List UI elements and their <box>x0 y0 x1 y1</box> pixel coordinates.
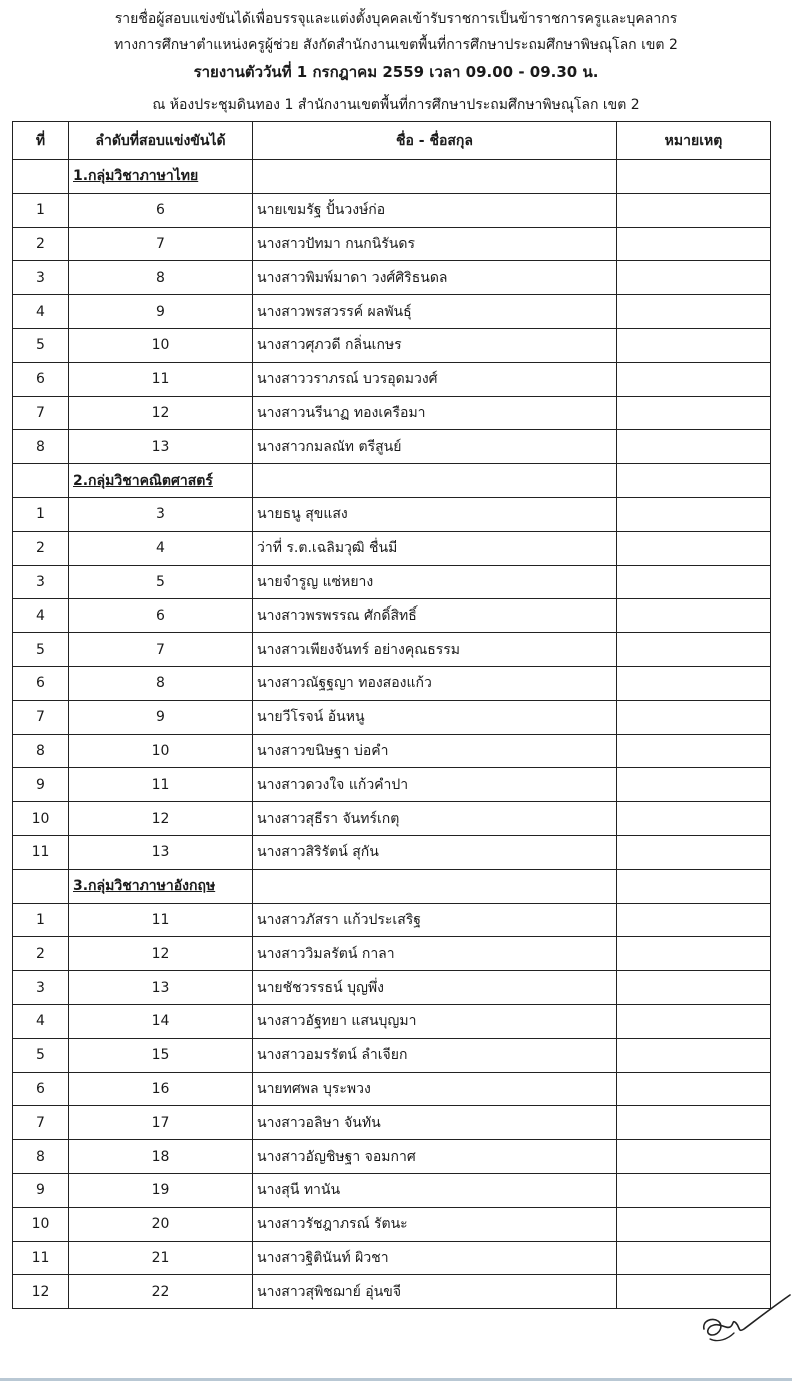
remark-cell <box>617 937 771 971</box>
row-number: 1 <box>13 903 69 937</box>
exam-rank: 20 <box>69 1207 253 1241</box>
table-row <box>13 396 771 430</box>
full-name: นางสุนี ทานัน <box>253 1173 617 1207</box>
exam-rank: 8 <box>69 666 253 700</box>
exam-rank: 9 <box>69 295 253 329</box>
full-name: นางสาวดวงใจ แก้วคำปา <box>253 768 617 802</box>
exam-rank: 19 <box>69 1173 253 1207</box>
row-number: 9 <box>13 1173 69 1207</box>
full-name: นางสาวพรสวรรค์ ผลพันธุ์ <box>253 295 617 329</box>
group-cell-empty <box>617 160 771 194</box>
full-name: นางสาวศุภวดี กลิ่นเกษร <box>253 328 617 362</box>
table-row <box>13 565 771 599</box>
full-name: นายเขมรัฐ ปั้นวงษ์ก่อ <box>253 193 617 227</box>
row-number: 1 <box>13 193 69 227</box>
remark-cell <box>617 768 771 802</box>
full-name: นางสาวฐิตินันท์ ผิวชา <box>253 1241 617 1275</box>
header-title-line-2: ทางการศึกษาตำแหน่งครูผู้ช่วย สังกัดสำนักงานเขตพื้นที่การศึกษาประถมศึกษาพิษณุโลก เขต 2 <box>114 37 678 53</box>
full-name: ว่าที่ ร.ต.เฉลิมวุฒิ ชื่นมี <box>253 531 617 565</box>
exam-rank: 11 <box>69 362 253 396</box>
row-number: 4 <box>13 295 69 329</box>
exam-rank: 12 <box>69 802 253 836</box>
group-row <box>13 160 771 194</box>
table-row <box>13 768 771 802</box>
full-name: นายวีโรจน์ อ้นหนู <box>253 700 617 734</box>
row-number: 11 <box>13 835 69 869</box>
row-number: 6 <box>13 1072 69 1106</box>
remark-cell <box>617 835 771 869</box>
full-name: นางสาวอลิษา จันทัน <box>253 1106 617 1140</box>
column-header-name: ชื่อ - ชื่อสกุล <box>253 122 617 160</box>
remark-cell <box>617 531 771 565</box>
row-number: 7 <box>13 396 69 430</box>
row-number: 3 <box>13 261 69 295</box>
full-name: นางสาวภัสรา แก้วประเสริฐ <box>253 903 617 937</box>
table-row <box>13 734 771 768</box>
row-number: 8 <box>13 430 69 464</box>
row-number: 5 <box>13 1038 69 1072</box>
row-number: 12 <box>13 1275 69 1309</box>
group-label: 1.กลุ่มวิชาภาษาไทย <box>69 160 253 194</box>
table-row <box>13 1038 771 1072</box>
group-cell-empty <box>13 160 69 194</box>
table-row <box>13 430 771 464</box>
exam-rank: 8 <box>69 261 253 295</box>
full-name: นางสาวอัฐทยา แสนบุญมา <box>253 1004 617 1038</box>
table-row <box>13 903 771 937</box>
header-report-date: รายงานตัววันที่ 1 กรกฎาคม 2559 เวลา 09.00 - 09.30 น. <box>193 63 599 81</box>
exam-rank: 13 <box>69 835 253 869</box>
remark-cell <box>617 1140 771 1174</box>
table-row <box>13 1173 771 1207</box>
exam-rank: 4 <box>69 531 253 565</box>
row-number: 4 <box>13 1004 69 1038</box>
table-row <box>13 295 771 329</box>
full-name: นางสาวสิริรัตน์ สุกัน <box>253 835 617 869</box>
table-row <box>13 531 771 565</box>
full-name: นางสาวสุธีรา จันทร์เกตุ <box>253 802 617 836</box>
full-name: นางสาวพรพรรณ ศักดิ์สิทธิ์ <box>253 599 617 633</box>
table-header-row <box>13 122 771 160</box>
full-name: นายจำรูญ แซ่หยาง <box>253 565 617 599</box>
remark-cell <box>617 430 771 464</box>
exam-rank: 18 <box>69 1140 253 1174</box>
row-number: 7 <box>13 1106 69 1140</box>
table-row <box>13 261 771 295</box>
row-number: 9 <box>13 768 69 802</box>
row-number: 8 <box>13 734 69 768</box>
full-name: นางสาวรัชฎาภรณ์ รัตนะ <box>253 1207 617 1241</box>
full-name: นางสาวเพียงจันทร์ อย่างคุณธรรม <box>253 633 617 667</box>
remark-cell <box>617 565 771 599</box>
remark-cell <box>617 903 771 937</box>
row-number: 2 <box>13 531 69 565</box>
table-row <box>13 599 771 633</box>
exam-rank: 17 <box>69 1106 253 1140</box>
full-name: นางสาวอัญชิษฐา จอมกาศ <box>253 1140 617 1174</box>
row-number: 8 <box>13 1140 69 1174</box>
table-row <box>13 666 771 700</box>
remark-cell <box>617 396 771 430</box>
row-number: 2 <box>13 227 69 261</box>
remark-cell <box>617 1004 771 1038</box>
exam-rank: 11 <box>69 903 253 937</box>
table-row <box>13 1207 771 1241</box>
exam-rank: 10 <box>69 328 253 362</box>
remark-cell <box>617 1106 771 1140</box>
row-number: 4 <box>13 599 69 633</box>
table-row <box>13 937 771 971</box>
full-name: นายธนู สุขแสง <box>253 497 617 531</box>
group-label: 3.กลุ่มวิชาภาษาอังกฤษ <box>69 869 253 903</box>
remark-cell <box>617 734 771 768</box>
group-label: 2.กลุ่มวิชาคณิตศาสตร์ <box>69 464 253 498</box>
roster-body <box>13 160 771 1309</box>
exam-rank: 9 <box>69 700 253 734</box>
remark-cell <box>617 497 771 531</box>
row-number: 6 <box>13 362 69 396</box>
exam-rank: 13 <box>69 971 253 1005</box>
remark-cell <box>617 1038 771 1072</box>
row-number: 3 <box>13 971 69 1005</box>
group-cell-empty <box>253 869 617 903</box>
remark-cell <box>617 633 771 667</box>
table-row <box>13 193 771 227</box>
exam-rank: 22 <box>69 1275 253 1309</box>
group-row <box>13 869 771 903</box>
exam-rank: 21 <box>69 1241 253 1275</box>
full-name: นางสาววราภรณ์ บวรอุดมวงศ์ <box>253 362 617 396</box>
row-number: 10 <box>13 1207 69 1241</box>
table-row <box>13 1072 771 1106</box>
row-number: 2 <box>13 937 69 971</box>
group-cell-empty <box>13 869 69 903</box>
group-cell-empty <box>253 464 617 498</box>
full-name: นางสาวณัฐฐญา ทองสองแก้ว <box>253 666 617 700</box>
table-row <box>13 1106 771 1140</box>
header-title-line-1: รายชื่อผู้สอบแข่งขันได้เพื่อบรรจุและแต่งตั้งบุคคลเข้ารับราชการเป็นข้าราชการครูและบุคลากร <box>114 11 678 27</box>
table-row <box>13 328 771 362</box>
full-name: นางสาวพิมพ์มาดา วงศ์ศิริธนดล <box>253 261 617 295</box>
exam-rank: 6 <box>69 599 253 633</box>
remark-cell <box>617 193 771 227</box>
column-header-remark: หมายเหตุ <box>617 122 771 160</box>
row-number: 1 <box>13 497 69 531</box>
remark-cell <box>617 971 771 1005</box>
remark-cell <box>617 666 771 700</box>
remark-cell <box>617 328 771 362</box>
row-number: 5 <box>13 328 69 362</box>
row-number: 10 <box>13 802 69 836</box>
table-row <box>13 835 771 869</box>
full-name: นายชัชวรรธน์ บุญพึ่ง <box>253 971 617 1005</box>
exam-rank: 14 <box>69 1004 253 1038</box>
exam-rank: 6 <box>69 193 253 227</box>
column-header-rank: ลำดับที่สอบแข่งขันได้ <box>69 122 253 160</box>
table-row <box>13 1140 771 1174</box>
full-name: นางสาววิมลรัตน์ กาลา <box>253 937 617 971</box>
remark-cell <box>617 261 771 295</box>
remark-cell <box>617 1173 771 1207</box>
remark-cell <box>617 1207 771 1241</box>
row-number: 6 <box>13 666 69 700</box>
table-row <box>13 362 771 396</box>
row-number: 3 <box>13 565 69 599</box>
group-cell-empty <box>13 464 69 498</box>
remark-cell <box>617 362 771 396</box>
exam-rank: 13 <box>69 430 253 464</box>
exam-rank: 7 <box>69 633 253 667</box>
row-number: 11 <box>13 1241 69 1275</box>
exam-rank: 12 <box>69 396 253 430</box>
row-number: 5 <box>13 633 69 667</box>
row-number: 7 <box>13 700 69 734</box>
exam-rank: 5 <box>69 565 253 599</box>
remark-cell <box>617 700 771 734</box>
remark-cell <box>617 802 771 836</box>
exam-rank: 15 <box>69 1038 253 1072</box>
group-cell-empty <box>617 869 771 903</box>
exam-rank: 11 <box>69 768 253 802</box>
remark-cell <box>617 599 771 633</box>
table-row <box>13 1275 771 1309</box>
page-bottom-edge <box>0 1378 792 1381</box>
exam-rank: 10 <box>69 734 253 768</box>
group-cell-empty <box>253 160 617 194</box>
table-row <box>13 497 771 531</box>
table-row <box>13 1241 771 1275</box>
table-row <box>13 971 771 1005</box>
full-name: นางสาวนรีนาฏ ทองเครือมา <box>253 396 617 430</box>
exam-rank: 16 <box>69 1072 253 1106</box>
full-name: นางสาวสุพิชฌาย์ อุ่นขจี <box>253 1275 617 1309</box>
table-row <box>13 227 771 261</box>
table-row <box>13 1004 771 1038</box>
remark-cell <box>617 227 771 261</box>
exam-rank: 7 <box>69 227 253 261</box>
exam-rank: 3 <box>69 497 253 531</box>
table-row <box>13 802 771 836</box>
full-name: นางสาวกมลณัท ตรีสูนย์ <box>253 430 617 464</box>
header-venue: ณ ห้องประชุมดินทอง 1 สำนักงานเขตพื้นที่การศึกษาประถมศึกษาพิษณุโลก เขต 2 <box>152 97 640 113</box>
remark-cell <box>617 1072 771 1106</box>
full-name: นางสาวอมรรัตน์ ลำเจียก <box>253 1038 617 1072</box>
column-header-no: ที่ <box>13 122 69 160</box>
full-name: นายทศพล บุระพวง <box>253 1072 617 1106</box>
roster-table <box>12 121 771 1309</box>
group-row <box>13 464 771 498</box>
exam-rank: 12 <box>69 937 253 971</box>
table-row <box>13 700 771 734</box>
remark-cell <box>617 295 771 329</box>
full-name: นางสาวขนิษฐา บ่อคำ <box>253 734 617 768</box>
remark-cell <box>617 1241 771 1275</box>
group-cell-empty <box>617 464 771 498</box>
table-row <box>13 633 771 667</box>
full-name: นางสาวปัทมา กนกนิรันดร <box>253 227 617 261</box>
signature-mark <box>700 1283 792 1353</box>
